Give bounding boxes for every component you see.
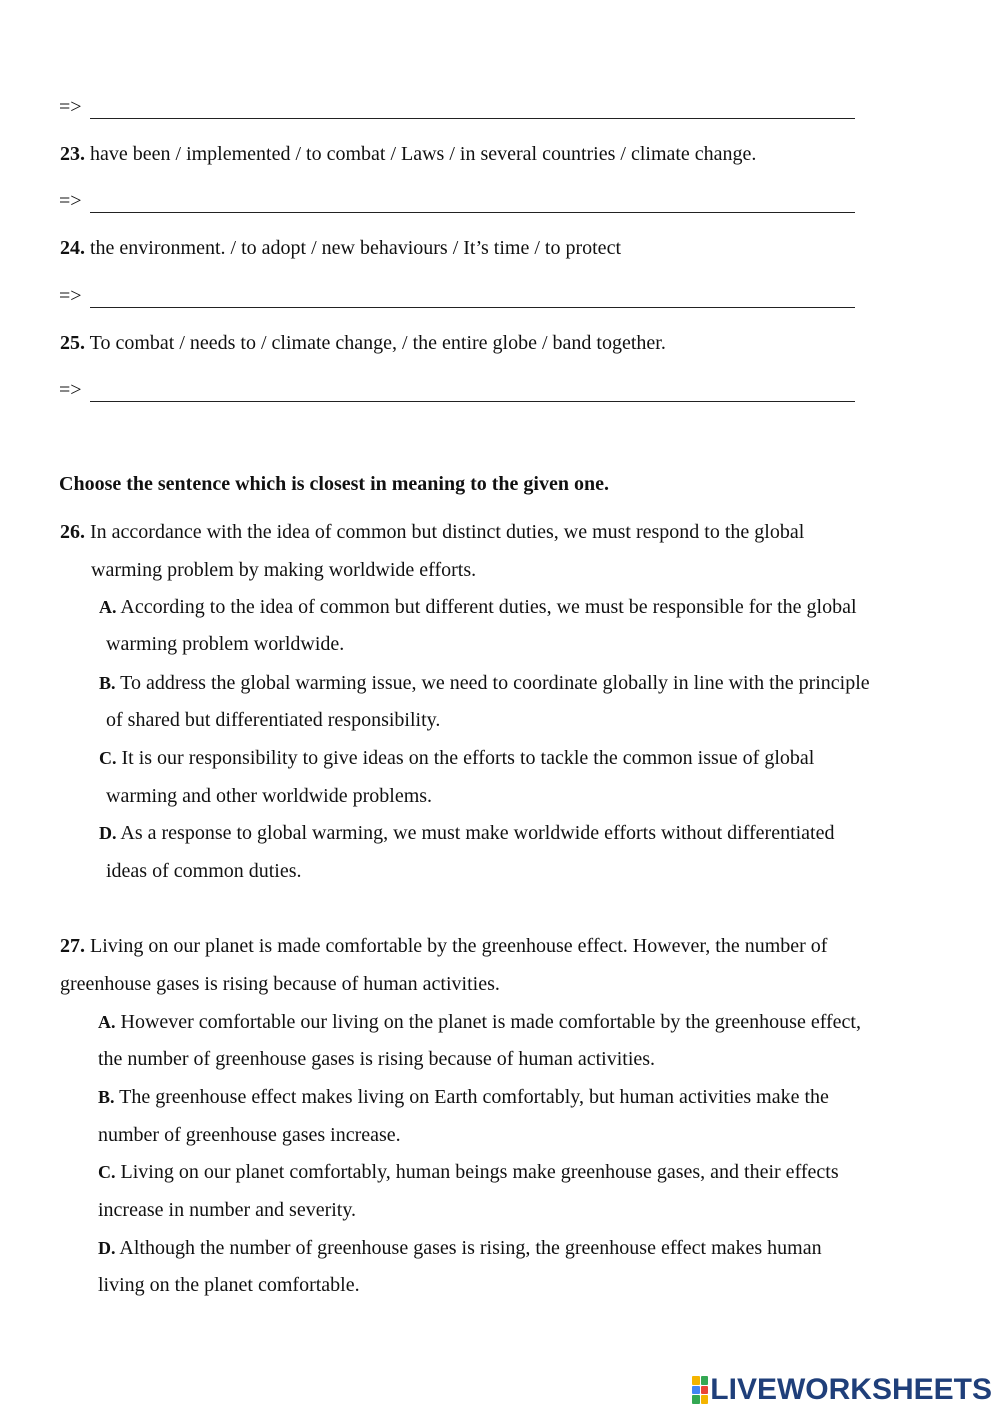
option-text: Although the number of greenhouse gases is rising, the greenhouse effect makes human — [115, 1237, 822, 1259]
question-26-continued: warming problem by making worldwide efforts. — [91, 559, 477, 581]
answer-prefix: => — [59, 96, 82, 118]
logo-block — [692, 1395, 700, 1404]
answer-input-line[interactable] — [90, 401, 855, 402]
question-25 — [60, 332, 666, 355]
option-26-b[interactable] — [99, 672, 870, 695]
answer-prefix: => — [59, 379, 82, 401]
option-text: As a response to global warming, we must make worldwide efforts without differentiated — [116, 822, 835, 844]
answer-line-22[interactable] — [59, 96, 859, 122]
option-26-d[interactable] — [99, 822, 835, 845]
option-text: The greenhouse effect makes living on Earth comfortably, but human activities make the — [114, 1086, 829, 1108]
option-letter: D. — [98, 1238, 116, 1258]
question-number: 23. — [60, 143, 85, 165]
question-number: 25. — [60, 332, 85, 354]
answer-prefix: => — [59, 190, 82, 212]
question-27-continued: greenhouse gases is rising because of human activities. — [60, 973, 500, 995]
answer-input-line[interactable] — [90, 212, 855, 213]
option-26-c-continued: warming and other worldwide problems. — [106, 785, 433, 807]
option-text: According to the idea of common but different duties, we must be responsible for the global — [116, 596, 857, 618]
answer-input-line[interactable] — [90, 307, 855, 308]
option-27-a[interactable] — [98, 1011, 861, 1034]
option-letter: D. — [99, 823, 117, 843]
option-letter: C. — [99, 748, 117, 768]
question-text: have been / implemented / to combat / Laws / in several countries / climate change. — [85, 143, 757, 165]
option-text: However comfortable our living on the planet is made comfortable by the greenhouse effect, — [115, 1011, 861, 1033]
logo-block — [692, 1376, 700, 1385]
option-27-d[interactable] — [98, 1237, 822, 1260]
option-27-d-continued: living on the planet comfortable. — [98, 1274, 360, 1296]
question-23 — [60, 143, 756, 166]
logo-block — [701, 1376, 709, 1385]
option-26-b-continued: of shared but differentiated responsibility. — [106, 709, 441, 731]
question-number: 26. — [60, 521, 85, 543]
option-letter: B. — [99, 673, 116, 693]
logo-block — [692, 1386, 700, 1395]
question-26 — [60, 521, 804, 544]
question-text: Living on our planet is made comfortable by the greenhouse effect. However, the number of — [85, 935, 828, 957]
option-27-b-continued: number of greenhouse gases increase. — [98, 1124, 401, 1146]
logo-icon — [692, 1376, 708, 1404]
option-letter: A. — [98, 1012, 116, 1032]
question-number: 24. — [60, 237, 85, 259]
question-number: 27. — [60, 935, 85, 957]
question-text: the environment. / to adopt / new behaviours / It’s time / to protect — [85, 237, 621, 259]
logo-block — [701, 1395, 709, 1404]
liveworksheets-logo[interactable] — [692, 1372, 992, 1408]
answer-line-25[interactable] — [59, 379, 859, 405]
question-text: To combat / needs to / climate change, / the entire globe / band together. — [85, 332, 666, 354]
option-text: To address the global warming issue, we need to coordinate globally in line with the principle — [115, 672, 870, 694]
answer-line-24[interactable] — [59, 285, 859, 311]
option-26-a-continued: warming problem worldwide. — [106, 633, 345, 655]
answer-line-23[interactable] — [59, 190, 859, 216]
answer-input-line[interactable] — [90, 118, 855, 119]
answer-prefix: => — [59, 285, 82, 307]
option-text: It is our responsibility to give ideas on the efforts to tackle the common issue of global — [116, 747, 815, 769]
logo-text: LIVEWORKSHEETS — [710, 1373, 992, 1406]
option-letter: A. — [99, 597, 117, 617]
option-26-c[interactable] — [99, 747, 814, 770]
question-24 — [60, 237, 621, 260]
option-27-c[interactable] — [98, 1161, 839, 1184]
question-text: In accordance with the idea of common but distinct duties, we must respond to the global — [85, 521, 805, 543]
section-heading: Choose the sentence which is closest in meaning to the given one. — [59, 473, 609, 495]
option-27-a-continued: the number of greenhouse gases is rising because of human activities. — [98, 1048, 656, 1070]
option-letter: C. — [98, 1162, 116, 1182]
option-letter: B. — [98, 1087, 115, 1107]
question-27 — [60, 935, 827, 958]
option-27-b[interactable] — [98, 1086, 829, 1109]
option-27-c-continued: increase in number and severity. — [98, 1199, 357, 1221]
option-26-d-continued: ideas of common duties. — [106, 860, 302, 882]
option-text: Living on our planet comfortably, human beings make greenhouse gases, and their effects — [115, 1161, 839, 1183]
option-26-a[interactable] — [99, 596, 857, 619]
logo-block — [701, 1386, 709, 1395]
